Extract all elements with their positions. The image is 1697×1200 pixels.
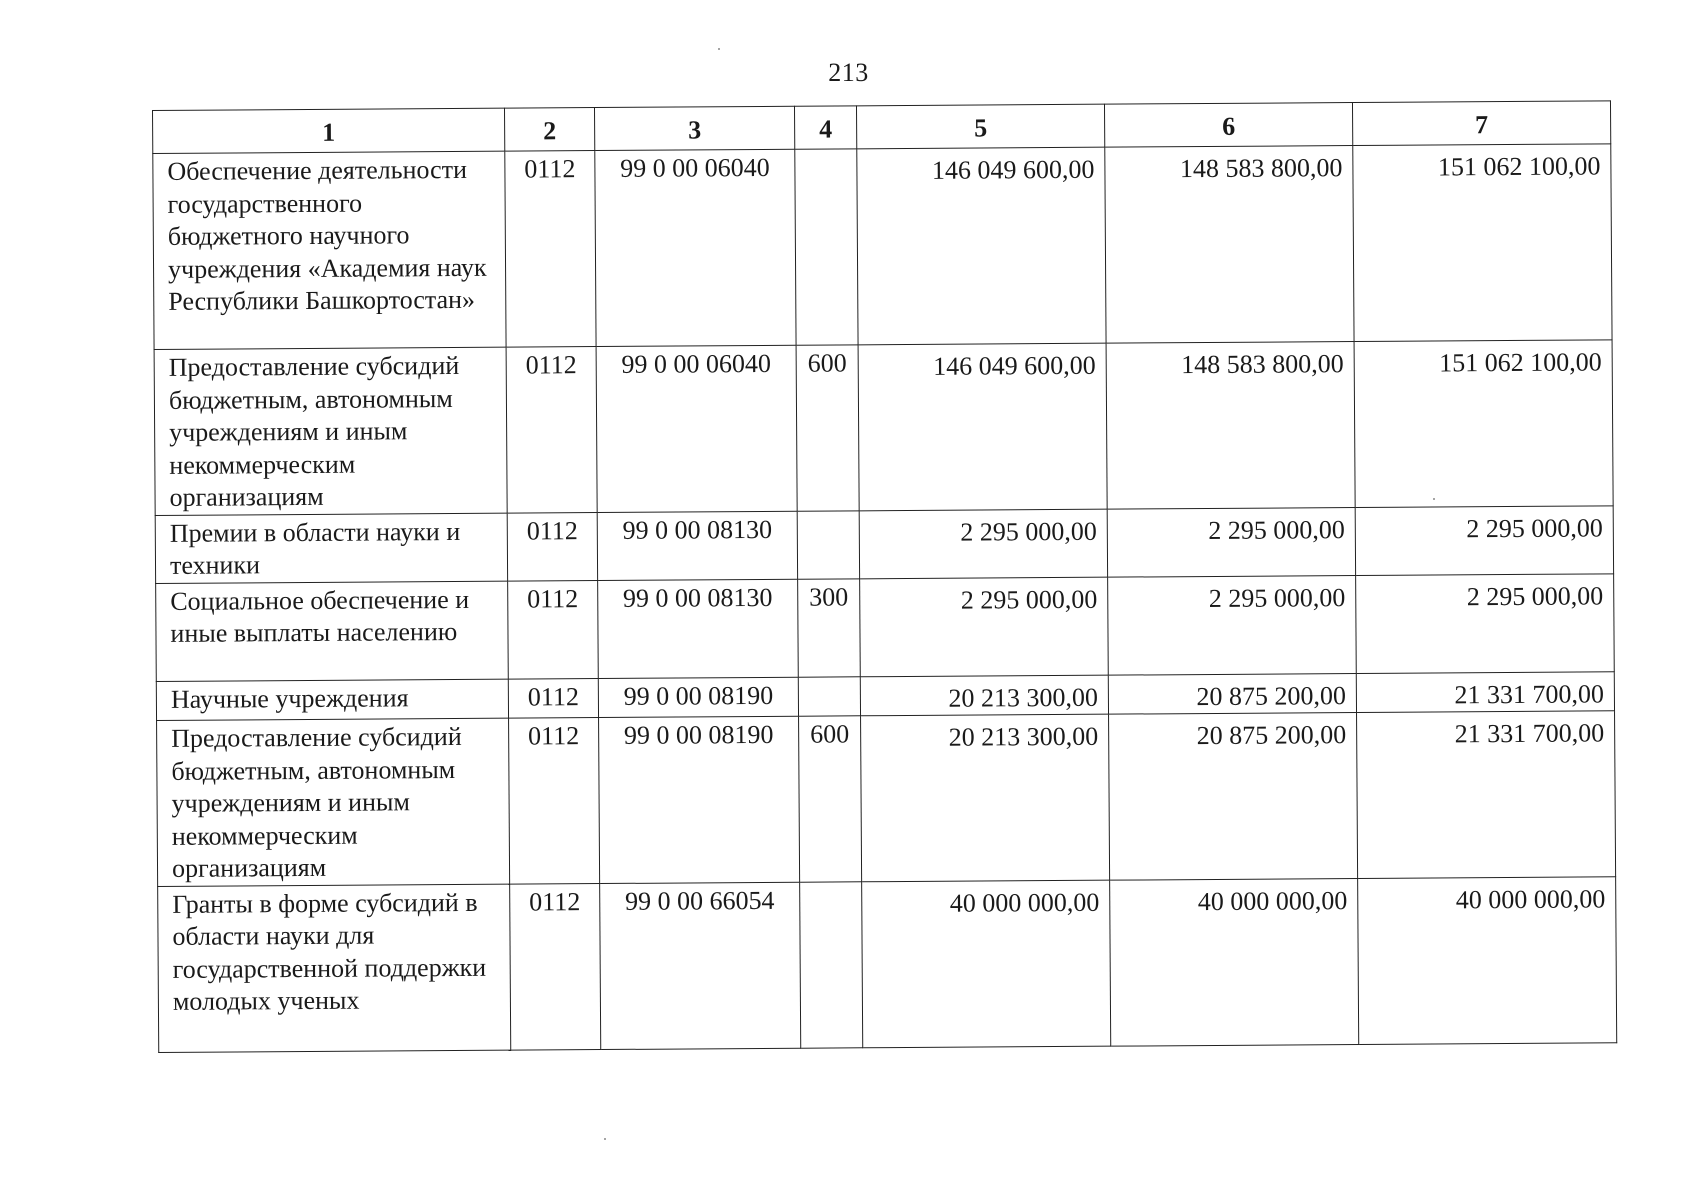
row-amount-3: 151 062 100,00	[1354, 340, 1613, 507]
row-target-article: 99 0 00 08190	[598, 677, 798, 718]
table-row	[158, 876, 1617, 1052]
scan-speck	[1433, 498, 1435, 500]
row-amount-3: 2 295 000,00	[1356, 573, 1615, 673]
row-amount-1: 2 295 000,00	[859, 509, 1107, 579]
header-col-1: 1	[153, 108, 505, 153]
row-section: 0112	[510, 883, 601, 1050]
row-amount-1: 146 049 600,00	[858, 343, 1107, 510]
row-amount-3: 21 331 700,00	[1356, 671, 1614, 712]
row-expense-type	[795, 149, 858, 345]
row-expense-type: 300	[798, 578, 861, 676]
row-description: Предоставление субсидий бюджетным, автономным учреждениям и иным некоммерческим организациям	[157, 718, 510, 886]
row-amount-3: 40 000 000,00	[1358, 876, 1617, 1044]
header-col-6: 6	[1104, 103, 1352, 148]
table-row	[155, 505, 1613, 583]
row-target-article: 99 0 00 66054	[600, 882, 801, 1049]
row-section: 0112	[507, 512, 597, 581]
row-description: Премии в области науки и техники	[155, 513, 507, 583]
row-amount-2: 40 000 000,00	[1110, 878, 1359, 1046]
row-amount-1: 40 000 000,00	[862, 880, 1111, 1048]
row-description: Научные учреждения	[156, 679, 508, 721]
row-section: 0112	[506, 347, 597, 513]
header-col-7: 7	[1352, 101, 1610, 146]
row-target-article: 99 0 00 06040	[596, 345, 797, 512]
row-section: 0112	[508, 580, 599, 679]
row-amount-1: 20 213 300,00	[860, 675, 1108, 716]
row-amount-2: 20 875 200,00	[1109, 713, 1358, 880]
row-amount-1: 20 213 300,00	[861, 714, 1110, 881]
row-target-article: 99 0 00 08190	[599, 716, 800, 883]
row-expense-type	[800, 881, 863, 1047]
row-amount-2: 20 875 200,00	[1108, 673, 1356, 714]
page-number: 213	[828, 58, 869, 87]
header-col-3: 3	[594, 106, 794, 150]
row-target-article: 99 0 00 08130	[597, 511, 797, 580]
row-amount-1: 2 295 000,00	[860, 577, 1109, 677]
scan-speck	[718, 48, 720, 50]
row-expense-type: 600	[796, 345, 859, 511]
row-description: Обеспечение деятельности государственного бюджетного научного учреждения «Академия наук Республики Башкортостан»	[153, 151, 506, 349]
header-col-2: 2	[504, 108, 594, 152]
budget-table	[152, 100, 1617, 1052]
row-description: Гранты в форме субсидий в области науки для государственной поддержки молодых ученых	[158, 884, 511, 1052]
header-col-5: 5	[856, 104, 1104, 149]
header-col-4: 4	[794, 106, 856, 149]
row-amount-2: 2 295 000,00	[1108, 575, 1357, 675]
row-amount-2: 148 583 800,00	[1105, 146, 1354, 344]
table-row	[153, 144, 1612, 350]
row-target-article: 99 0 00 08130	[598, 579, 799, 678]
table-row	[154, 340, 1613, 515]
row-amount-2: 2 295 000,00	[1107, 507, 1355, 577]
row-expense-type: 600	[799, 716, 862, 882]
row-description: Социальное обеспечение и иные выплаты населению	[156, 581, 509, 681]
scan-speck	[604, 1138, 606, 1140]
row-amount-3: 2 295 000,00	[1355, 505, 1613, 575]
row-section: 0112	[509, 718, 600, 884]
row-section: 0112	[508, 678, 598, 718]
row-amount-2: 148 583 800,00	[1106, 342, 1355, 509]
row-amount-3: 151 062 100,00	[1353, 144, 1612, 342]
table-row	[157, 711, 1616, 886]
row-section: 0112	[505, 151, 596, 348]
row-description: Предоставление субсидий бюджетным, автономным учреждениям и иным некоммерческим организациям	[154, 347, 507, 515]
row-expense-type	[797, 510, 859, 578]
row-amount-3: 21 331 700,00	[1357, 711, 1616, 878]
table-row	[156, 573, 1615, 681]
row-expense-type	[798, 676, 860, 716]
row-target-article: 99 0 00 06040	[595, 149, 796, 346]
row-amount-1: 146 049 600,00	[857, 147, 1106, 345]
